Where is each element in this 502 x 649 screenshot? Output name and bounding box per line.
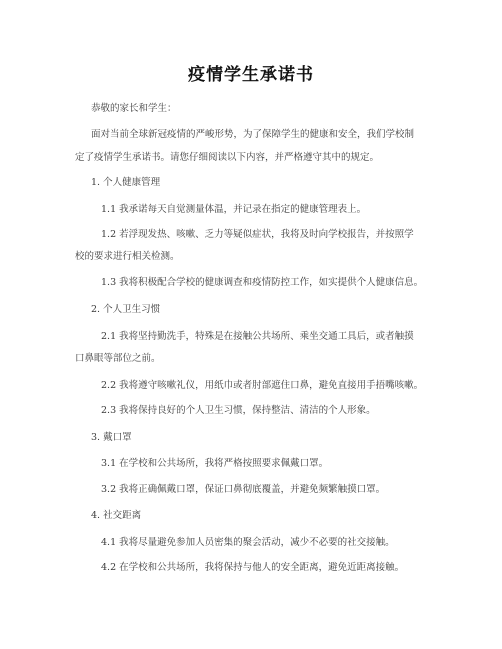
section-2-heading: 2. 个人卫生习惯 <box>91 304 161 315</box>
section-2-item-1-line-2: 口鼻眼等部位之前。 <box>75 353 161 364</box>
section-1-item-1: 1.1 我承诺每天自觉测量体温，并记录在指定的健康管理表上。 <box>101 204 367 215</box>
section-3-item-2: 3.2 我将正确佩戴口罩，保证口鼻彻底覆盖，并避免频繁触摸口罩。 <box>101 484 386 495</box>
section-3-heading: 3. 戴口罩 <box>91 432 132 443</box>
greeting: 恭敬的家长和学生： <box>91 103 177 114</box>
section-3-item-1: 3.1 在学校和公共场所，我将严格按照要求佩戴口罩。 <box>101 458 329 469</box>
section-4-heading: 4. 社交距离 <box>91 510 142 521</box>
section-1-item-2-line-2: 校的要求进行相关检测。 <box>75 251 180 262</box>
document-title: 疫情学生承诺书 <box>188 65 314 85</box>
section-1-item-2-line-1: 1.2 若浮现发热、咳嗽、乏力等疑似症状，我将及时向学校报告，并按照学 <box>101 229 414 240</box>
section-2-item-1-line-1: 2.1 我将坚持勤洗手，特殊是在接触公共场所、乘坐交通工具后，或者触摸 <box>101 331 414 342</box>
intro-line-2: 定了疫情学生承诺书。请您仔细阅读以下内容，并严格遵守其中的规定。 <box>75 152 380 163</box>
intro-line-1: 面对当前全球新冠疫情的严峻形势，为了保障学生的健康和安全，我们学校制 <box>91 129 415 140</box>
section-2-item-2: 2.2 我将遵守咳嗽礼仪，用纸巾或者肘部遮住口鼻，避免直接用手捂嘴咳嗽。 <box>101 380 424 391</box>
section-4-item-1: 4.1 我将尽量避免参加人员密集的聚会活动，减少不必要的社交接触。 <box>101 537 395 548</box>
section-1-item-3: 1.3 我将积极配合学校的健康调查和疫情防控工作，如实提供个人健康信息。 <box>101 277 424 288</box>
section-1-heading: 1. 个人健康管理 <box>91 177 161 188</box>
section-4-item-2: 4.2 在学校和公共场所，我将保持与他人的安全距离，避免近距离接触。 <box>101 562 405 573</box>
section-2-item-3: 2.3 我将保持良好的个人卫生习惯，保持整洁、清洁的个人形象。 <box>101 405 376 416</box>
